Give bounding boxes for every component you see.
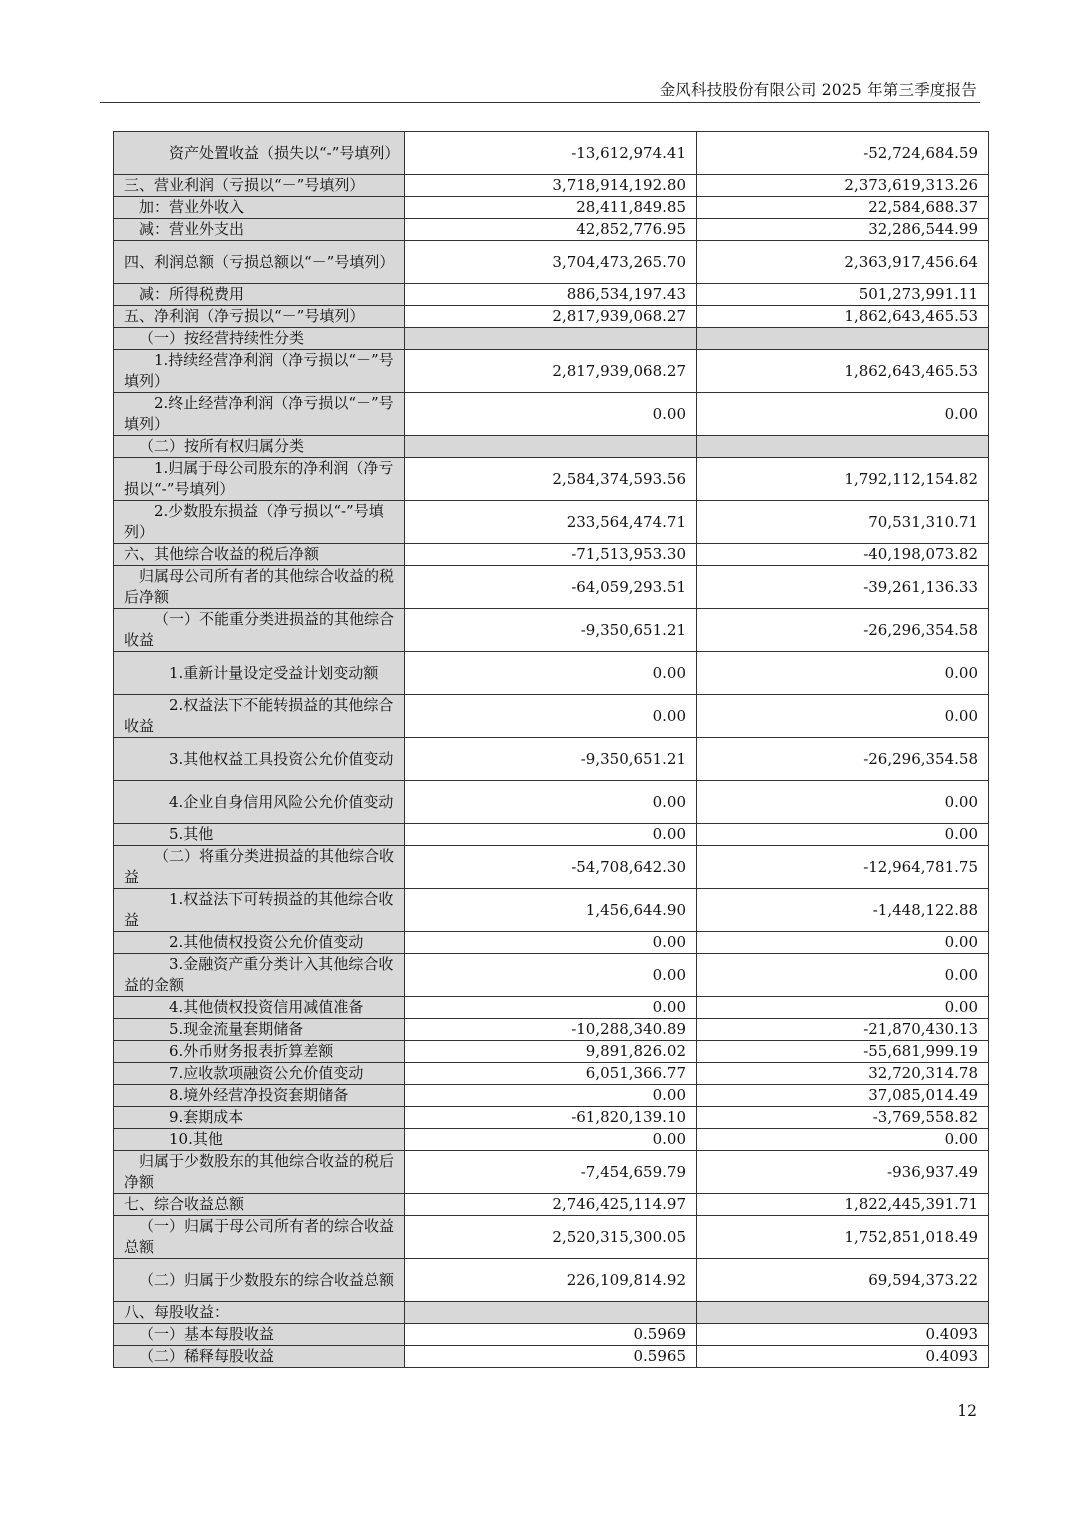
row-item-label: 七、综合收益总额 — [114, 1194, 405, 1216]
table-row — [114, 241, 989, 284]
previous-period-value: -12,964,781.75 — [697, 846, 989, 889]
previous-period-value: 0.00 — [697, 695, 989, 738]
previous-period-value: 22,584,688.37 — [697, 197, 989, 219]
current-period-value: 2,817,939,068.27 — [405, 306, 697, 328]
current-period-value: 0.00 — [405, 781, 697, 824]
previous-period-value: -26,296,354.58 — [697, 609, 989, 652]
previous-period-value: 70,531,310.71 — [697, 501, 989, 544]
current-period-value: 1,456,644.90 — [405, 889, 697, 932]
table-row — [114, 954, 989, 997]
header-divider — [100, 102, 980, 103]
row-item-label: 1.归属于母公司股东的净利润（净亏损以“-”号填列） — [114, 458, 405, 501]
table-row — [114, 132, 989, 175]
row-item-label: 5.现金流量套期储备 — [114, 1019, 405, 1041]
table-row — [114, 1324, 989, 1346]
row-item-label: 归属母公司所有者的其他综合收益的税后净额 — [114, 566, 405, 609]
current-period-value: 2,584,374,593.56 — [405, 458, 697, 501]
previous-period-value: -936,937.49 — [697, 1151, 989, 1194]
table-row — [114, 846, 989, 889]
previous-period-value: 1,752,851,018.49 — [697, 1216, 989, 1259]
previous-period-value: 0.00 — [697, 997, 989, 1019]
row-item-label: 3.其他权益工具投资公允价值变动 — [114, 738, 405, 781]
table-row — [114, 1041, 989, 1063]
current-period-value: -9,350,651.21 — [405, 609, 697, 652]
current-period-value: 226,109,814.92 — [405, 1259, 697, 1302]
table-row — [114, 1085, 989, 1107]
table-row — [114, 1346, 989, 1368]
row-item-label: 2.权益法下不能转损益的其他综合收益 — [114, 695, 405, 738]
previous-period-value: -26,296,354.58 — [697, 738, 989, 781]
row-item-label: 四、利润总额（亏损总额以“－”号填列） — [114, 241, 405, 284]
current-period-value — [405, 328, 697, 350]
row-item-label: 八、每股收益： — [114, 1302, 405, 1324]
previous-period-value: 0.00 — [697, 1129, 989, 1151]
income-statement-body — [114, 132, 989, 1368]
row-item-label: （二）按所有权归属分类 — [114, 436, 405, 458]
current-period-value: 6,051,366.77 — [405, 1063, 697, 1085]
row-item-label: 减：营业外支出 — [114, 219, 405, 241]
current-period-value: 28,411,849.85 — [405, 197, 697, 219]
current-period-value: 2,817,939,068.27 — [405, 350, 697, 393]
table-row — [114, 197, 989, 219]
current-period-value: 3,718,914,192.80 — [405, 175, 697, 197]
current-period-value: 0.5965 — [405, 1346, 697, 1368]
previous-period-value: 501,273,991.11 — [697, 284, 989, 306]
previous-period-value — [697, 328, 989, 350]
row-item-label: 10.其他 — [114, 1129, 405, 1151]
previous-period-value: -55,681,999.19 — [697, 1041, 989, 1063]
table-row — [114, 306, 989, 328]
previous-period-value: 1,862,643,465.53 — [697, 350, 989, 393]
row-item-label: 6.外币财务报表折算差额 — [114, 1041, 405, 1063]
table-row — [114, 695, 989, 738]
current-period-value: 42,852,776.95 — [405, 219, 697, 241]
row-item-label: 六、其他综合收益的税后净额 — [114, 544, 405, 566]
current-period-value: 886,534,197.43 — [405, 284, 697, 306]
current-period-value: 2,520,315,300.05 — [405, 1216, 697, 1259]
table-row — [114, 393, 989, 436]
row-item-label: 1.持续经营净利润（净亏损以“－”号填列） — [114, 350, 405, 393]
current-period-value: 0.00 — [405, 824, 697, 846]
row-item-label: 2.终止经营净利润（净亏损以“－”号填列） — [114, 393, 405, 436]
previous-period-value: 0.00 — [697, 932, 989, 954]
table-row — [114, 781, 989, 824]
row-item-label: （二）归属于少数股东的综合收益总额 — [114, 1259, 405, 1302]
previous-period-value: 32,286,544.99 — [697, 219, 989, 241]
table-row — [114, 566, 989, 609]
row-item-label: （一）不能重分类进损益的其他综合收益 — [114, 609, 405, 652]
current-period-value: 3,704,473,265.70 — [405, 241, 697, 284]
previous-period-value: 2,373,619,313.26 — [697, 175, 989, 197]
row-item-label: 8.境外经营净投资套期储备 — [114, 1085, 405, 1107]
current-period-value: 0.00 — [405, 932, 697, 954]
previous-period-value: 0.00 — [697, 393, 989, 436]
row-item-label: 五、净利润（净亏损以“－”号填列） — [114, 306, 405, 328]
current-period-value: 0.00 — [405, 695, 697, 738]
current-period-value: 233,564,474.71 — [405, 501, 697, 544]
row-item-label: 2.少数股东损益（净亏损以“-”号填列） — [114, 501, 405, 544]
row-item-label: 4.其他债权投资信用减值准备 — [114, 997, 405, 1019]
row-item-label: （二）将重分类进损益的其他综合收益 — [114, 846, 405, 889]
previous-period-value: -21,870,430.13 — [697, 1019, 989, 1041]
current-period-value: -71,513,953.30 — [405, 544, 697, 566]
table-row — [114, 609, 989, 652]
table-row — [114, 1129, 989, 1151]
previous-period-value: 32,720,314.78 — [697, 1063, 989, 1085]
previous-period-value: -40,198,073.82 — [697, 544, 989, 566]
table-row — [114, 652, 989, 695]
table-row — [114, 219, 989, 241]
previous-period-value: 0.00 — [697, 824, 989, 846]
current-period-value: 0.00 — [405, 1085, 697, 1107]
table-row — [114, 738, 989, 781]
previous-period-value: 2,363,917,456.64 — [697, 241, 989, 284]
row-item-label: 1.重新计量设定受益计划变动额 — [114, 652, 405, 695]
previous-period-value: 1,792,112,154.82 — [697, 458, 989, 501]
table-row — [114, 458, 989, 501]
current-period-value: 2,746,425,114.97 — [405, 1194, 697, 1216]
current-period-value: -10,288,340.89 — [405, 1019, 697, 1041]
row-item-label: 归属于少数股东的其他综合收益的税后净额 — [114, 1151, 405, 1194]
previous-period-value: -52,724,684.59 — [697, 132, 989, 175]
income-statement-table — [113, 131, 989, 1368]
table-row — [114, 1302, 989, 1324]
table-row — [114, 544, 989, 566]
current-period-value: -7,454,659.79 — [405, 1151, 697, 1194]
table-row — [114, 501, 989, 544]
row-item-label: （一）基本每股收益 — [114, 1324, 405, 1346]
table-row — [114, 1019, 989, 1041]
row-item-label: 加：营业外收入 — [114, 197, 405, 219]
table-row — [114, 350, 989, 393]
current-period-value: 9,891,826.02 — [405, 1041, 697, 1063]
table-row — [114, 1107, 989, 1129]
row-item-label: 2.其他债权投资公允价值变动 — [114, 932, 405, 954]
previous-period-value: 37,085,014.49 — [697, 1085, 989, 1107]
current-period-value: -61,820,139.10 — [405, 1107, 697, 1129]
table-row — [114, 436, 989, 458]
table-row — [114, 889, 989, 932]
previous-period-value: 0.4093 — [697, 1346, 989, 1368]
previous-period-value: 0.4093 — [697, 1324, 989, 1346]
row-item-label: 减：所得税费用 — [114, 284, 405, 306]
previous-period-value — [697, 436, 989, 458]
row-item-label: 资产处置收益（损失以“-”号填列） — [114, 132, 405, 175]
row-item-label: 9.套期成本 — [114, 1107, 405, 1129]
current-period-value: -54,708,642.30 — [405, 846, 697, 889]
table-row — [114, 932, 989, 954]
current-period-value — [405, 1302, 697, 1324]
table-row — [114, 1151, 989, 1194]
row-item-label: （一）按经营持续性分类 — [114, 328, 405, 350]
previous-period-value: 1,822,445,391.71 — [697, 1194, 989, 1216]
previous-period-value: -39,261,136.33 — [697, 566, 989, 609]
row-item-label: 三、营业利润（亏损以“－”号填列） — [114, 175, 405, 197]
row-item-label: 3.金融资产重分类计入其他综合收益的金额 — [114, 954, 405, 997]
previous-period-value: -3,769,558.82 — [697, 1107, 989, 1129]
row-item-label: （二）稀释每股收益 — [114, 1346, 405, 1368]
current-period-value: 0.00 — [405, 997, 697, 1019]
current-period-value: 0.00 — [405, 393, 697, 436]
current-period-value: -13,612,974.41 — [405, 132, 697, 175]
table-row — [114, 1259, 989, 1302]
previous-period-value: 0.00 — [697, 954, 989, 997]
row-item-label: 5.其他 — [114, 824, 405, 846]
page-number: 12 — [957, 1402, 977, 1420]
current-period-value: -64,059,293.51 — [405, 566, 697, 609]
table-row — [114, 1063, 989, 1085]
row-item-label: 4.企业自身信用风险公允价值变动 — [114, 781, 405, 824]
previous-period-value: 0.00 — [697, 781, 989, 824]
table-row — [114, 328, 989, 350]
row-item-label: 7.应收款项融资公允价值变动 — [114, 1063, 405, 1085]
current-period-value — [405, 436, 697, 458]
previous-period-value: 1,862,643,465.53 — [697, 306, 989, 328]
table-row — [114, 824, 989, 846]
previous-period-value: 0.00 — [697, 652, 989, 695]
row-item-label: （一）归属于母公司所有者的综合收益总额 — [114, 1216, 405, 1259]
previous-period-value: 69,594,373.22 — [697, 1259, 989, 1302]
current-period-value: 0.00 — [405, 1129, 697, 1151]
current-period-value: -9,350,651.21 — [405, 738, 697, 781]
table-row — [114, 1216, 989, 1259]
table-row — [114, 284, 989, 306]
current-period-value: 0.5969 — [405, 1324, 697, 1346]
table-row — [114, 997, 989, 1019]
previous-period-value — [697, 1302, 989, 1324]
row-item-label: 1.权益法下可转损益的其他综合收益 — [114, 889, 405, 932]
current-period-value: 0.00 — [405, 652, 697, 695]
report-header-title: 金风科技股份有限公司 2025 年第三季度报告 — [659, 81, 977, 99]
previous-period-value: -1,448,122.88 — [697, 889, 989, 932]
current-period-value: 0.00 — [405, 954, 697, 997]
table-row — [114, 175, 989, 197]
table-row — [114, 1194, 989, 1216]
